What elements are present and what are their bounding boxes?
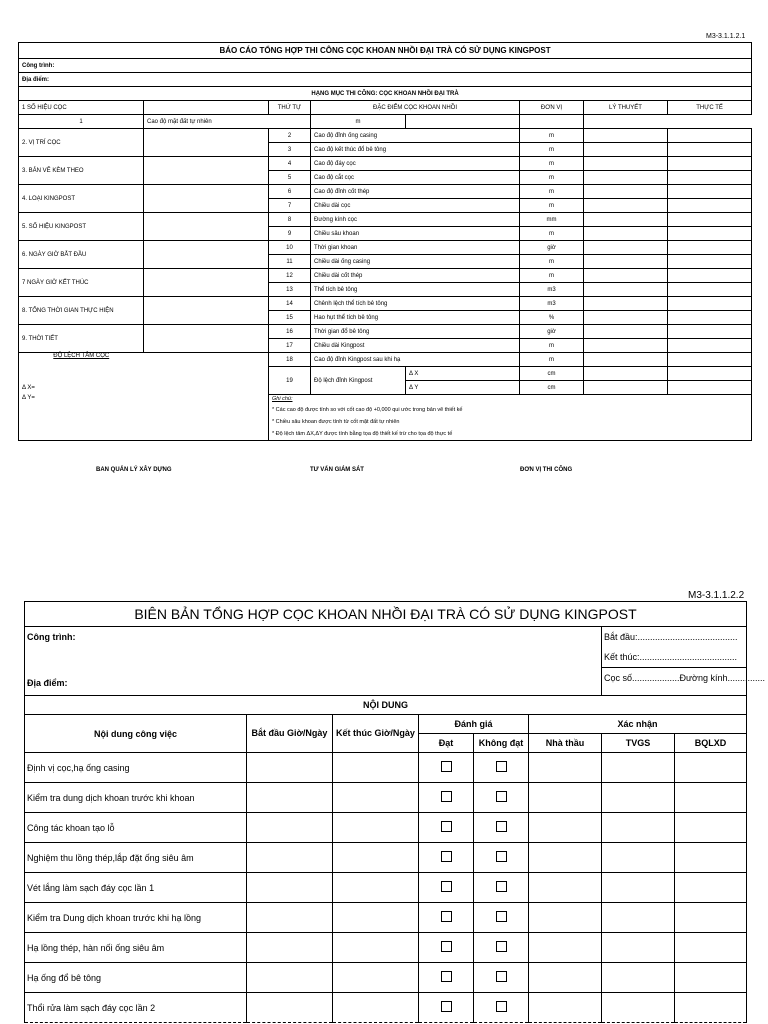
- row-number: 6: [269, 185, 311, 199]
- row-desc: Cao độ đáy cọc: [311, 157, 520, 171]
- form1-code: M3-3.1.1.2.1: [706, 33, 746, 40]
- time-info-cell: [602, 627, 765, 696]
- row-number: 16: [269, 325, 311, 339]
- row-unit: m: [520, 269, 584, 283]
- task-row: [25, 783, 747, 813]
- task-name: Định vị cọc,hạ ống casing: [25, 753, 247, 783]
- row-theory-value[interactable]: [584, 339, 668, 353]
- fail-checkbox[interactable]: [496, 971, 507, 982]
- tvgs-sign-cell[interactable]: [602, 843, 675, 873]
- contractor-sign-cell[interactable]: [529, 993, 602, 1023]
- pass-checkbox-cell: [419, 963, 474, 993]
- row-number: 7: [269, 199, 311, 213]
- row-number: 11: [269, 255, 311, 269]
- row-theory-value[interactable]: [584, 255, 668, 269]
- bqlxd-sign-cell[interactable]: [675, 903, 747, 933]
- row-number: 12: [269, 269, 311, 283]
- row-desc: Cao độ đỉnh cốt thép: [311, 185, 520, 199]
- row-theory-value[interactable]: [584, 143, 668, 157]
- task-name: Kiểm tra Dung dịch khoan trước khi hạ lồng: [25, 903, 247, 933]
- col-header-bqlxd: BQLXD: [675, 734, 747, 753]
- col-header-tvgs: TVGS: [602, 734, 675, 753]
- location-label: Địa điểm:: [27, 678, 68, 688]
- left-item-1-value[interactable]: [144, 101, 269, 115]
- task-row: [25, 753, 747, 783]
- row-desc: Chiều dài cốt thép: [311, 269, 520, 283]
- pass-checkbox[interactable]: [441, 881, 452, 892]
- task-row: [25, 843, 747, 873]
- col-header-order: THỨ TỰ: [269, 101, 311, 115]
- contractor-sign-cell[interactable]: [529, 843, 602, 873]
- tvgs-sign-cell[interactable]: [602, 753, 675, 783]
- project-label: Công trình:: [19, 59, 752, 73]
- fail-checkbox-cell: [474, 753, 529, 783]
- row-unit: m: [311, 115, 406, 129]
- notes-title: Ghi chú:: [272, 396, 293, 402]
- left-item-2-value[interactable]: [144, 129, 269, 157]
- tvgs-sign-cell[interactable]: [602, 993, 675, 1023]
- row-theory-value[interactable]: [584, 311, 668, 325]
- row-desc: Cao độ cắt cọc: [311, 171, 520, 185]
- row-number: 4: [269, 157, 311, 171]
- col-header-pass: Đạt: [419, 734, 474, 753]
- row-theory-value[interactable]: [584, 283, 668, 297]
- row-desc: Thời gian đổ bê tông: [311, 325, 520, 339]
- col-header-fail: Không đạt: [474, 734, 529, 753]
- row-actual-value[interactable]: [668, 339, 752, 353]
- fail-checkbox-cell: [474, 813, 529, 843]
- row-actual-value[interactable]: [668, 325, 752, 339]
- fail-checkbox-cell: [474, 993, 529, 1023]
- bqlxd-sign-cell[interactable]: [675, 753, 747, 783]
- report-title: BÁO CÁO TỔNG HỢP THI CÔNG CỌC KHOAN NHỒI ĐẠI TRÀ CÓ SỬ DỤNG KINGPOST: [19, 43, 752, 59]
- row-theory-value[interactable]: [584, 185, 668, 199]
- fail-checkbox-cell: [474, 783, 529, 813]
- row-unit: m: [520, 227, 584, 241]
- row-actual-value[interactable]: [668, 381, 752, 395]
- fail-checkbox-cell: [474, 873, 529, 903]
- fail-checkbox-cell: [474, 903, 529, 933]
- col-header-feature: ĐẶC ĐIỂM CỌC KHOAN NHỒI: [311, 101, 520, 115]
- task-start-cell[interactable]: [247, 873, 333, 903]
- dx-label: Δ X=: [19, 381, 144, 395]
- pass-checkbox[interactable]: [441, 971, 452, 982]
- left-item-6-value[interactable]: [144, 241, 269, 269]
- task-name: Công tác khoan tạo lỗ: [25, 813, 247, 843]
- row-theory-value[interactable]: [584, 157, 668, 171]
- bqlxd-sign-cell[interactable]: [675, 933, 747, 963]
- task-name: Vét lắng làm sạch đáy cọc lần 1: [25, 873, 247, 903]
- row-unit: mm: [520, 213, 584, 227]
- left-item-6: 6. NGÀY GIỜ BẮT ĐẦU: [19, 241, 144, 269]
- task-start-cell[interactable]: [247, 783, 333, 813]
- notes-box: [269, 395, 752, 441]
- col-header-start: Bắt đầu Giờ/Ngày: [247, 715, 333, 753]
- project-label: Công trình:: [27, 632, 76, 642]
- row-unit: m: [520, 199, 584, 213]
- row-unit: m: [520, 171, 584, 185]
- pass-checkbox-cell: [419, 783, 474, 813]
- end-time-field[interactable]: Kết thúc:.......................................: [604, 652, 738, 662]
- left-item-2: 2. VỊ TRÍ CỌC: [19, 129, 144, 157]
- left-item-3-value[interactable]: [144, 157, 269, 185]
- row-unit: giờ: [520, 325, 584, 339]
- note-line: * Độ lệch tâm ΔX,ΔY được tính bằng tọa độ thiết kế trừ cho tọa độ thực tế: [272, 431, 453, 437]
- task-row: [25, 813, 747, 843]
- row-desc: Cao độ đỉnh Kingpost sau khi hạ: [311, 353, 520, 367]
- row-desc: Cao độ mặt đất tự nhiên: [144, 115, 311, 129]
- row-desc: Chênh lệch thể tích bê tông: [311, 297, 520, 311]
- task-name: Thổi rửa làm sạch đáy cọc lần 2: [25, 993, 247, 1023]
- signature-management-board: BAN QUẢN LÝ XÂY DỰNG: [96, 467, 172, 473]
- left-item-1: 1 SỐ HIỆU CỌC: [19, 101, 144, 115]
- col-header-contractor: Nhà thầu: [529, 734, 602, 753]
- task-end-cell[interactable]: [333, 783, 419, 813]
- row-number: 15: [269, 311, 311, 325]
- left-item-7: 7 NGÀY GIỜ KẾT THÚC: [19, 269, 144, 297]
- row-unit: m: [520, 185, 584, 199]
- bqlxd-sign-cell[interactable]: [675, 873, 747, 903]
- row-number: 2: [269, 129, 311, 143]
- dx-sub-label: Δ X: [406, 367, 520, 381]
- contractor-sign-cell[interactable]: [529, 753, 602, 783]
- task-end-cell[interactable]: [333, 963, 419, 993]
- location-label: Địa điểm:: [19, 73, 752, 87]
- col-header-theory: LÝ THUYẾT: [584, 101, 668, 115]
- row-unit: cm: [520, 381, 584, 395]
- row-actual-value[interactable]: [668, 311, 752, 325]
- task-row: [25, 903, 747, 933]
- row-unit: %: [520, 311, 584, 325]
- fail-checkbox[interactable]: [496, 761, 507, 772]
- row-number: 3: [269, 143, 311, 157]
- row-desc: Cao độ kết thúc đổ bê tông: [311, 143, 520, 157]
- row-desc: Thời gian khoan: [311, 241, 520, 255]
- col-header-unit: ĐƠN VỊ: [520, 101, 584, 115]
- row-desc: Độ lệch đỉnh Kingpost: [311, 367, 406, 395]
- task-name: Hạ lồng thép, hàn nối ống siêu âm: [25, 933, 247, 963]
- row-number: 9: [269, 227, 311, 241]
- row-number: 14: [269, 297, 311, 311]
- form2-code: M3-3.1.1.2.2: [688, 590, 745, 601]
- row-theory-value[interactable]: [584, 213, 668, 227]
- fail-checkbox-cell: [474, 843, 529, 873]
- row-number: 1: [19, 115, 144, 129]
- row-number: 17: [269, 339, 311, 353]
- task-start-cell[interactable]: [247, 813, 333, 843]
- task-name: Hạ ống đổ bê tông: [25, 963, 247, 993]
- tvgs-sign-cell[interactable]: [602, 873, 675, 903]
- row-actual-value[interactable]: [520, 115, 584, 129]
- row-number: 18: [269, 353, 311, 367]
- row-desc: Thể tích bê tông: [311, 283, 520, 297]
- row-actual-value[interactable]: [668, 129, 752, 143]
- task-row: [25, 933, 747, 963]
- pass-checkbox[interactable]: [441, 911, 452, 922]
- task-start-cell[interactable]: [247, 993, 333, 1023]
- row-actual-value[interactable]: [668, 157, 752, 171]
- col-header-actual: THỰC TẾ: [668, 101, 752, 115]
- fail-checkbox[interactable]: [496, 851, 507, 862]
- pass-checkbox-cell: [419, 993, 474, 1023]
- task-end-cell[interactable]: [333, 843, 419, 873]
- row-theory-value[interactable]: [584, 199, 668, 213]
- contractor-sign-cell[interactable]: [529, 933, 602, 963]
- row-desc: Chiều dài ống casing: [311, 255, 520, 269]
- row-actual-value[interactable]: [668, 283, 752, 297]
- left-item-8: 8. TỔNG THỜI GIAN THỰC HIỆN: [19, 297, 144, 325]
- row-actual-value[interactable]: [668, 241, 752, 255]
- row-unit: m: [520, 353, 584, 367]
- pass-checkbox-cell: [419, 873, 474, 903]
- task-start-cell[interactable]: [247, 963, 333, 993]
- row-unit: m: [520, 129, 584, 143]
- row-theory-value[interactable]: [584, 171, 668, 185]
- dy-label-cell: [19, 395, 144, 441]
- row-theory-value[interactable]: [406, 115, 520, 129]
- task-name: Kiểm tra dung dịch khoan trước khi khoan: [25, 783, 247, 813]
- bqlxd-sign-cell[interactable]: [675, 963, 747, 993]
- tvgs-sign-cell[interactable]: [602, 963, 675, 993]
- row-desc: Chiều dài cọc: [311, 199, 520, 213]
- fail-checkbox[interactable]: [496, 821, 507, 832]
- tvgs-sign-cell[interactable]: [602, 783, 675, 813]
- fail-checkbox[interactable]: [496, 911, 507, 922]
- note-line: * Các cao độ được tính so với cốt cao độ +0,000 qui ước trong bản vẽ thiết kế: [272, 407, 463, 413]
- task-start-cell[interactable]: [247, 843, 333, 873]
- row-theory-value[interactable]: [584, 367, 668, 381]
- row-unit: m3: [520, 283, 584, 297]
- row-actual-value[interactable]: [668, 171, 752, 185]
- signature-contractor: ĐƠN VỊ THI CÔNG: [520, 467, 573, 473]
- task-name: Nghiệm thu lồng thép,lắp đặt ống siêu âm: [25, 843, 247, 873]
- bqlxd-sign-cell[interactable]: [675, 843, 747, 873]
- minutes-table: [24, 601, 765, 1023]
- row-unit: m: [520, 255, 584, 269]
- row-unit: m: [520, 339, 584, 353]
- col-header-end: Kết thúc Giờ/Ngày: [333, 715, 419, 753]
- contractor-sign-cell[interactable]: [529, 813, 602, 843]
- deviation-heading-cell: [19, 353, 144, 381]
- row-actual-value[interactable]: [668, 185, 752, 199]
- pile-number-field[interactable]: Cọc số...................Đường kính...............: [602, 667, 746, 688]
- task-start-cell[interactable]: [247, 933, 333, 963]
- pass-checkbox[interactable]: [441, 821, 452, 832]
- tvgs-sign-cell[interactable]: [602, 903, 675, 933]
- row-unit: cm: [520, 367, 584, 381]
- task-end-cell[interactable]: [333, 993, 419, 1023]
- row-unit: m: [520, 157, 584, 171]
- note-line: * Chiều sâu khoan được tính từ cốt mặt đất tự nhiên: [272, 419, 400, 425]
- left-item-8-value[interactable]: [144, 297, 269, 325]
- row-number: 10: [269, 241, 311, 255]
- contractor-sign-cell[interactable]: [529, 963, 602, 993]
- fail-checkbox-cell: [474, 933, 529, 963]
- row-theory-value[interactable]: [584, 227, 668, 241]
- row-actual-value[interactable]: [668, 269, 752, 283]
- row-theory-value[interactable]: [584, 129, 668, 143]
- fail-checkbox[interactable]: [496, 1001, 507, 1012]
- task-end-cell[interactable]: [333, 753, 419, 783]
- minutes-title: BIÊN BẢN TỔNG HỢP CỌC KHOAN NHỒI ĐẠI TRÀ CÓ SỬ DỤNG KINGPOST: [25, 602, 747, 627]
- row-theory-value[interactable]: [584, 381, 668, 395]
- left-item-5-value[interactable]: [144, 213, 269, 241]
- task-end-cell[interactable]: [333, 903, 419, 933]
- left-item-4: 4. LOẠI KINGPOST: [19, 185, 144, 213]
- row-desc: Cao độ đỉnh ống casing: [311, 129, 520, 143]
- row-number: 5: [269, 171, 311, 185]
- left-item-9-value[interactable]: [144, 325, 269, 353]
- pass-checkbox[interactable]: [441, 1001, 452, 1012]
- left-item-4-value[interactable]: [144, 185, 269, 213]
- bqlxd-sign-cell[interactable]: [675, 813, 747, 843]
- pass-checkbox-cell: [419, 843, 474, 873]
- project-location-cell: [25, 627, 602, 696]
- row-desc: Đường kính cọc: [311, 213, 520, 227]
- row-theory-value[interactable]: [584, 297, 668, 311]
- tvgs-sign-cell[interactable]: [602, 933, 675, 963]
- row-actual-value[interactable]: [668, 213, 752, 227]
- dy-label: Δ Y=: [22, 394, 35, 401]
- pass-checkbox-cell: [419, 813, 474, 843]
- dy-sub-label: Δ Y: [406, 381, 520, 395]
- col-header-task: Nội dung công việc: [25, 715, 247, 753]
- summary-report-table: [18, 42, 752, 441]
- row-number: 8: [269, 213, 311, 227]
- row-theory-value[interactable]: [584, 269, 668, 283]
- row-theory-value[interactable]: [584, 325, 668, 339]
- row-theory-value[interactable]: [584, 241, 668, 255]
- signature-supervision-consultant: TƯ VẤN GIÁM SÁT: [310, 467, 364, 473]
- left-item-9: 9. THỜI TIẾT: [19, 325, 144, 353]
- task-row: [25, 993, 747, 1023]
- start-time-field[interactable]: Bắt đầu:........................................: [604, 632, 738, 642]
- row-actual-value[interactable]: [668, 367, 752, 381]
- row-desc: Chiều dài Kingpost: [311, 339, 520, 353]
- task-start-cell[interactable]: [247, 903, 333, 933]
- pass-checkbox-cell: [419, 903, 474, 933]
- task-row: [25, 873, 747, 903]
- row-theory-value[interactable]: [584, 353, 668, 367]
- pass-checkbox[interactable]: [441, 791, 452, 802]
- row-actual-value[interactable]: [668, 227, 752, 241]
- left-item-3: 3. BẢN VẼ KÈM THEO: [19, 157, 144, 185]
- row-actual-value[interactable]: [668, 353, 752, 367]
- row-actual-value[interactable]: [668, 143, 752, 157]
- row-number: 13: [269, 283, 311, 297]
- row-unit: m3: [520, 297, 584, 311]
- left-item-7-value[interactable]: [144, 269, 269, 297]
- deviation-heading: ĐỘ LỆCH TÂM CỌC: [53, 353, 110, 359]
- contractor-sign-cell[interactable]: [529, 783, 602, 813]
- task-end-cell[interactable]: [333, 813, 419, 843]
- fail-checkbox-cell: [474, 963, 529, 993]
- pass-checkbox-cell: [419, 753, 474, 783]
- col-header-confirmation: Xác nhận: [529, 715, 747, 734]
- row-actual-value[interactable]: [668, 297, 752, 311]
- task-start-cell[interactable]: [247, 753, 333, 783]
- contractor-sign-cell[interactable]: [529, 873, 602, 903]
- row-actual-value[interactable]: [668, 255, 752, 269]
- work-item-heading: HẠNG MỤC THI CÔNG: CỌC KHOAN NHỒI ĐẠI TRÀ: [19, 87, 752, 101]
- row-desc: Hao hụt thể tích bê tông: [311, 311, 520, 325]
- row-number: 19: [269, 367, 311, 395]
- task-row: [25, 963, 747, 993]
- fail-checkbox[interactable]: [496, 791, 507, 802]
- task-end-cell[interactable]: [333, 933, 419, 963]
- row-desc: Chiều sâu khoan: [311, 227, 520, 241]
- row-unit: m: [520, 143, 584, 157]
- fail-checkbox[interactable]: [496, 941, 507, 952]
- pass-checkbox[interactable]: [441, 941, 452, 952]
- col-header-evaluation: Đánh giá: [419, 715, 529, 734]
- bqlxd-sign-cell[interactable]: [675, 783, 747, 813]
- pass-checkbox-cell: [419, 933, 474, 963]
- content-heading: NỘI DUNG: [25, 696, 747, 715]
- bqlxd-sign-cell[interactable]: [675, 993, 747, 1023]
- task-end-cell[interactable]: [333, 873, 419, 903]
- contractor-sign-cell[interactable]: [529, 903, 602, 933]
- row-actual-value[interactable]: [668, 199, 752, 213]
- tvgs-sign-cell[interactable]: [602, 813, 675, 843]
- left-item-5: 5. SỐ HIỆU KINGPOST: [19, 213, 144, 241]
- pass-checkbox[interactable]: [441, 761, 452, 772]
- row-unit: giờ: [520, 241, 584, 255]
- fail-checkbox[interactable]: [496, 881, 507, 892]
- pass-checkbox[interactable]: [441, 851, 452, 862]
